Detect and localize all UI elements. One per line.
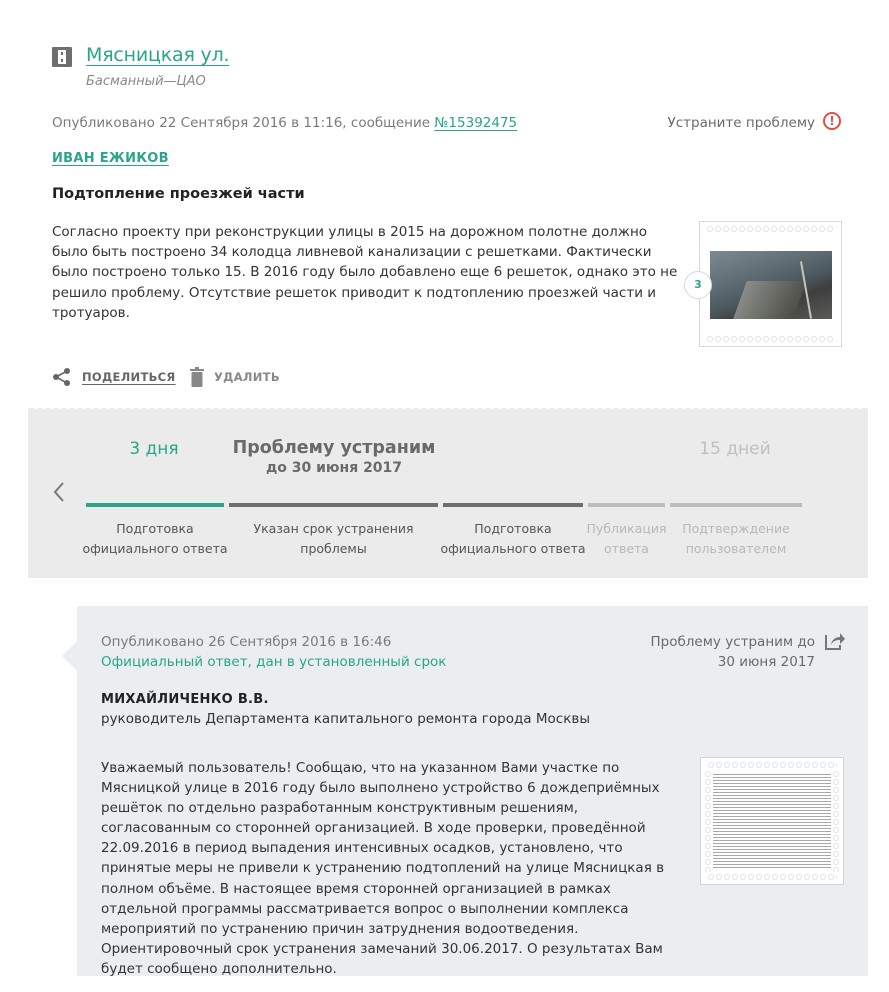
timeline-bar-3	[443, 503, 583, 507]
timeline-bar-4	[588, 503, 665, 507]
author-link[interactable]: ИВАН ЕЖИКОВ	[52, 151, 169, 166]
delete-button[interactable]: УДАЛИТЬ	[214, 370, 280, 384]
chevron-left-icon[interactable]	[50, 480, 68, 504]
share-button[interactable]: ПОДЕЛИТЬСЯ	[82, 370, 176, 384]
timeline-bar-1	[86, 503, 224, 507]
answer-text: Уважаемый пользователь! Сообщаю, что на указанном Вами участке по Мясницкой улице в 2016 году было выполнено устройство 6 дождеприёмных решёток по отдельно разработанным конструктивным решениям, согласованным со сторонней организацией. В ходе проверки, проведённой 22.09.2016 в период выпадения интенсивных осадков, установлено, что принятые меры не привели к устранению подтоплений на улице Мясницкая в полном объёме. В настоящее время сторонней организацией в рамках отдельной программы рассматривается вопрос о выполнении комплекса мероприятий по устранению причин затруднения водоотведения. Ориентировочный срок устранения замечаний 30.06.2017. О результатах Вам будет сообщено дополнительно.	[101, 760, 665, 977]
photo-count-badge[interactable]: 3	[684, 271, 712, 299]
timeline-total-label: 15 дней	[699, 439, 771, 459]
alert-circle-icon[interactable]: !	[823, 112, 841, 130]
answer-status: Официальный ответ, дан в установленный срок	[101, 654, 447, 670]
answer-deadline-date: 30 июня 2017	[717, 654, 815, 670]
export-icon[interactable]	[824, 631, 846, 651]
timeline-step-1: Подготовка официального ответа	[82, 521, 228, 556]
timeline-bar-2	[229, 503, 438, 507]
fix-problem-link[interactable]: Устраните проблему	[667, 115, 815, 131]
answer-published: Опубликовано 26 Сентября 2016 в 16:46	[101, 634, 392, 650]
answer-pointer	[62, 641, 77, 671]
timeline-deadline-date: до 30 июня 2017	[265, 460, 403, 476]
share-icon[interactable]	[52, 367, 72, 387]
document-thumbnail[interactable]	[700, 757, 844, 885]
street-sign-icon	[52, 47, 72, 67]
official-name: МИХАЙЛИЧЕНКО В.В.	[101, 692, 269, 707]
document-page-preview	[713, 772, 831, 868]
message-number-link[interactable]: №15392475	[434, 115, 518, 131]
official-role: руководитель Департамента капитального ремонта города Москвы	[101, 711, 590, 727]
timeline-step-3: Подготовка официального ответа	[440, 521, 586, 556]
timeline-bar-5	[670, 503, 802, 507]
post-subject: Подтопление проезжей части	[52, 186, 305, 202]
timeline-step-4: Публикация ответа	[586, 521, 667, 556]
published-info	[52, 115, 517, 131]
street-photo	[710, 251, 832, 319]
post-text: Согласно проекту при реконструкции улицы в 2015 на дорожном полотне должно было быть построено 34 колодца ливневой канализации с решетками. Фактически было построено только 15. В 2016 году было добавлено еще 6 решеток, однако это не решило проблему. Отсутствие решеток приводит к подтоплению проезжей части и тротуаров.	[52, 224, 678, 321]
timeline-step-2: Указан срок устранения проблемы	[253, 521, 414, 556]
trash-icon[interactable]	[189, 367, 205, 387]
timeline-deadline-title: Проблему устраним	[232, 438, 436, 458]
street-title[interactable]: Мясницкая ул.	[86, 44, 230, 66]
timeline-elapsed-label: 3 дня	[129, 439, 179, 459]
answer-deadline-label: Проблему устраним до	[650, 634, 815, 650]
published-text: Опубликовано 22 Сентября 2016 в 11:16, сообщение	[52, 115, 435, 131]
timeline-step-5: Подтверждение пользователем	[682, 521, 790, 556]
district-label: Басманный—ЦАО	[86, 74, 206, 89]
photo-thumbnail[interactable]	[699, 221, 842, 347]
